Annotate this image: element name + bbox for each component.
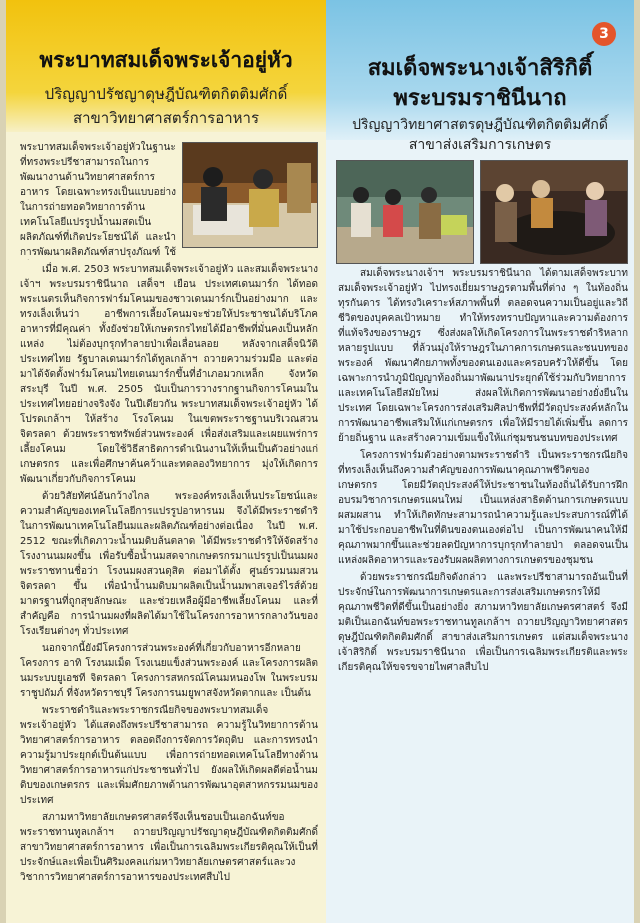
right-subtitle-degree: ปริญญาวิทยาศาสตรดุษฎีบัณฑิตกิตติมศักดิ์ — [352, 117, 608, 133]
left-intro-text: พระบาทสมเด็จพระเจ้าอยู่หัวในฐานะที่ทรงพระปรีชาสามารถในการพัฒนางานด้านวิทยาศาสตร์การอาหาร โดยเฉพาะทรงเป็นแบบอย่างในการถ่ายทอดวิทยาการด้านเทคโนโลยีแปรรูปน้ำนมสดเป็นผลิตภัณฑ์ที่เกิดประโยชน์ได้ และนำการพัฒนาผลิตภัณฑ์สาปรุงภัณฑ์ ใช้ — [20, 142, 176, 258]
page-number-badge: 3 — [592, 22, 616, 46]
right-photo-1 — [336, 160, 474, 264]
right-column — [326, 0, 634, 923]
left-title: พระบาทสมเด็จพระเจ้าอยู่หัว — [39, 48, 293, 72]
left-subtitle-degree: ปริญญาปรัชญาดุษฎีบัณฑิตกิตติมศักดิ์ — [44, 85, 288, 103]
right-paragraph: ด้วยพระราชกรณียกิจดังกล่าว และพระปรีชาสามารถอันเป็นที่ประจักษ์ในการพัฒนาการเกษตรและการส่งเสริมเกษตรกรให้มีคุณภาพชีวิตที่ดีขึ้นเป็นอย่างยิ่ง สภามหาวิทยาลัยเกษตรศาสตร์ จึงมีมติเป็นเอกฉันท์ขอพระราชทานทูลเกล้าฯ ถวายปริญญาวิทยาศาสตรดุษฎีบัณฑิตกิตติมศักดิ์ สาขาส่งเสริมการเกษตร แด่สมเด็จพระนางเจ้าสิริกิติ์ พระบรมราชินีนาถ เพื่อเป็นการเฉลิมพระเกียรติและพระเกียรติคุณให้ขจรขจายไพศาลสืบไป — [338, 572, 628, 673]
right-paragraph: โครงการฟาร์มตัวอย่างตามพระราชดำริ เป็นพระราชกรณียกิจที่ทรงเล็งเห็นถึงความสำคัญของการพัฒนาคุณภาพชีวิตของเกษตรกร โดยมีวัตถุประสงค์ให้ประชาชนในท้องถิ่นได้รับการฝึกอบรมวิชาการเกษตรแผนใหม่ เป็นแหล่งสาธิตด้านการเกษตรแบบผสมผสาน ทำให้เกิดทักษะสามารถนำความรู้และประสบการณ์ที่ได้มาใช้ประกอบอาชีพในที่ดินของตนเองต่อไป เป็นการพัฒนาคนให้มีคุณภาพมากขึ้นและช่วยลดปัญหาการบุกรุกทำลายป่า ตลอดจนเป็นแหล่งผลิตอาหารและรองรับผลผลิตทางการเกษตรของชุมชน — [338, 450, 628, 566]
left-body-text — [20, 262, 318, 914]
right-title-line1: สมเด็จพระนางเจ้าสิริกิติ์ — [367, 56, 593, 81]
right-body-text — [338, 266, 628, 914]
right-paragraph: สมเด็จพระนางเจ้าฯ พระบรมราชินีนาถ ได้ตามเสด็จพระบาทสมเด็จพระเจ้าอยู่หัว ไปทรงเยี่ยมราษฎรตามพื้นที่ต่าง ๆ ในท้องถิ่นทุรกันดาร ได้ทรงวิเคราะห์สภาพพื้นที่ ตลอดจนความเป็นอยู่และวิถีชีวิตของบุคคลเป้าหมาย ทำให้ทรงทราบปัญหาและความต้องการที่แท้จริงของราษฎร ซึ่งส่งผลให้เกิดโครงการในพระราชดำริหลากหลายรูปแบบ ที่ล้วนมุ่งให้ราษฎรในภาคการเกษตรและชนบทของพระองค์ พัฒนาศักยภาพทั้งของตนเองและครอบครัวให้ดีขึ้น โดยเฉพาะการนำภูมิปัญญาท้องถิ่นมาพัฒนาประยุกต์ใช้ร่วมกับวิทยาการและเทคโนโลยีสมัยใหม่ ส่งผลให้เกิดการพัฒนาอย่างยั่งยืนในประเทศ โดยเฉพาะโครงการส่งเสริมศิลปาชีพที่มีวัตถุประสงค์หลักในการพัฒนาอาชีพเสริมให้แก่เกษตรกร เพื่อให้มีรายได้เพิ่มขึ้น ลดการย้ายถิ่นฐาน และสร้างความเข้มแข็งให้แก่ชุมชนชนบทของประเทศ — [338, 268, 628, 444]
left-paragraph: เมื่อ พ.ศ. 2503 พระบาทสมเด็จพระเจ้าอยู่หัว และสมเด็จพระนางเจ้าฯ พระบรมราชินีนาถ เสด็จฯ เยือน ประเทศเดนมาร์ก ได้ทอดพระเนตรเห็นกิจการฟาร์มโคนมของชาวเดนมาร์กเป็นอย่างมาก และทรงเล็งเห็นว่า อาชีพการเลี้ยงโคนมจะช่วยให้ประชาชนได้บริโภคอาหารที่มีคุณค่า ทั้งยังช่วยให้เกษตรกรไทยได้มีอาชีพที่มั่นคงเป็นหลักแหล่ง ไม่ต้องบุกรุกทำลายป่าเพื่อเลื่อนลอย หลังจากเสด็จนิวัติประเทศไทย รัฐบาลเดนมาร์กได้ทูลเกล้าฯ ถวายความร่วมมือ และต่อมาได้จัดตั้งฟาร์มโคนมไทยเดนมาร์กขึ้นที่อำเภอมวกเหล็ก จังหวัดสระบุรี ในปี พ.ศ. 2505 นับเป็นการวางรากฐานกิจการโคนมในประเทศไทยอย่างจริงจัง ในปีเดียวกัน พระบาทสมเด็จพระเจ้าอยู่หัว ได้โปรดเกล้าฯ ให้สร้าง โรงโคนม ในเขตพระราชฐานบริเวณสวนจิตรลดา ด้วยพระราชทรัพย์ส่วนพระองค์ เพื่อส่งเสริมและเผยแพร่การเลี้ยงโคนม โดยใช้วิธีสาธิตการดำเนินงานให้เห็นเป็นตัวอย่างแก่เกษตรกร และเพื่อศึกษาค้นคว้าและทดลองวิทยาการ มุ่งให้เกิดการพัฒนาเกี่ยวกับกิจการโคนม — [20, 264, 318, 485]
left-paragraph: พระราชดำริและพระราชกรณียกิจของพระบาทสมเด็จพระเจ้าอยู่หัว ได้แสดงถึงพระปรีชาสามารถ ความรู้ในวิทยาการด้านวิทยาศาสตร์การอาหาร ตลอดถึงการจัดการวัตถุดิบ และการทรงนำความรู้มาประยุกต์เป็นต้นแบบ เพื่อการถ่ายทอดเทคโนโลยีทางด้านวิทยาศาสตร์การอาหารแก่ประชาชนทั่วไป ยังผลให้เกิดผลดีต่อน้ำนมดิบของเกษตรกร และเพิ่มศักยภาพด้านการพัฒนาอุตสาหกรรมนมของประเทศ — [20, 705, 318, 806]
left-paragraph: ด้วยวิสัยทัศน์อันกว้างไกล พระองค์ทรงเล็งเห็นประโยชน์และความสำคัญของเทคโนโลยีการแปรรูปอาหารนม จึงได้มีพระราชดำริในการพัฒนาเทคโนโลยีนมและผลิตภัณฑ์อย่างต่อเนื่อง ในปี พ.ศ. 2512 ขณะที่เกิดภาวะน้ำนมดิบล้นตลาด ได้มีพระราชดำริให้จัดสร้างโรงงานนมผงขึ้น เพื่อรับซื้อน้ำนมสดจากเกษตรกรมาแปรรูปเป็นนมผง พระราชทานชื่อว่า โรงนมผงสวนดุสิต ต่อมาได้ตั้ง ศูนย์รวมนมสวนจิตรลดา ขึ้น เพื่อนำน้ำนมดิบมาผลิตเป็นน้ำนมพาสเจอร์ไรส์ด้วยมาตรฐานที่ถูกสุขลักษณะ และช่วยเหลือผู้มีอาชีพเลี้ยงโคนม และที่สำคัญคือ การนำนมผงที่ผลิตได้มาใช้ในโครงการอาหารกลางวันของโรงเรียนต่างๆ ทั่วประเทศ — [20, 491, 318, 637]
left-subtitle-field: สาขาวิทยาศาสตร์การอาหาร — [72, 109, 260, 127]
left-paragraph: สภามหาวิทยาลัยเกษตรศาสตร์จึงเห็นชอบเป็นเอกฉันท์ขอพระราชทานทูลเกล้าฯ ถวายปริญญาปรัชญาดุษฎีบัณฑิตกิตติมศักดิ์ สาขาวิทยาศาสตร์การอาหาร เพื่อเป็นการเฉลิมพระเกียรติคุณให้เป็นที่ประจักษ์และเพื่อเป็นศิริมงคลแก่มหาวิทยาลัยเกษตรศาสตร์และวงวิชาการวิทยาศาสตร์การอาหารของประเทศสืบไป — [20, 812, 318, 883]
right-title-line2: พระบรมราชินีนาถ — [393, 86, 567, 111]
left-paragraph: นอกจากนี้ยังมีโครงการส่วนพระองค์ที่เกี่ยวกับอาหารอีกหลายโครงการ อาทิ โรงนมเม็ด โรงเนยแข็งส่วนพระองค์ และโครงการผลิตนมระบบยูเอชที จิตรลดา โครงการสหกรณ์โคนมหนองโพ ในพระบรมราชูปถัมภ์ ที่จังหวัดราชบุรี โครงการนมยูพาสจังหวัดตากและ เป็นต้น — [20, 643, 318, 699]
right-subtitle-field: สาขาส่งเสริมการเกษตร — [408, 137, 552, 153]
left-column — [6, 0, 326, 923]
left-photo — [182, 142, 318, 248]
right-photo-2 — [480, 160, 628, 264]
